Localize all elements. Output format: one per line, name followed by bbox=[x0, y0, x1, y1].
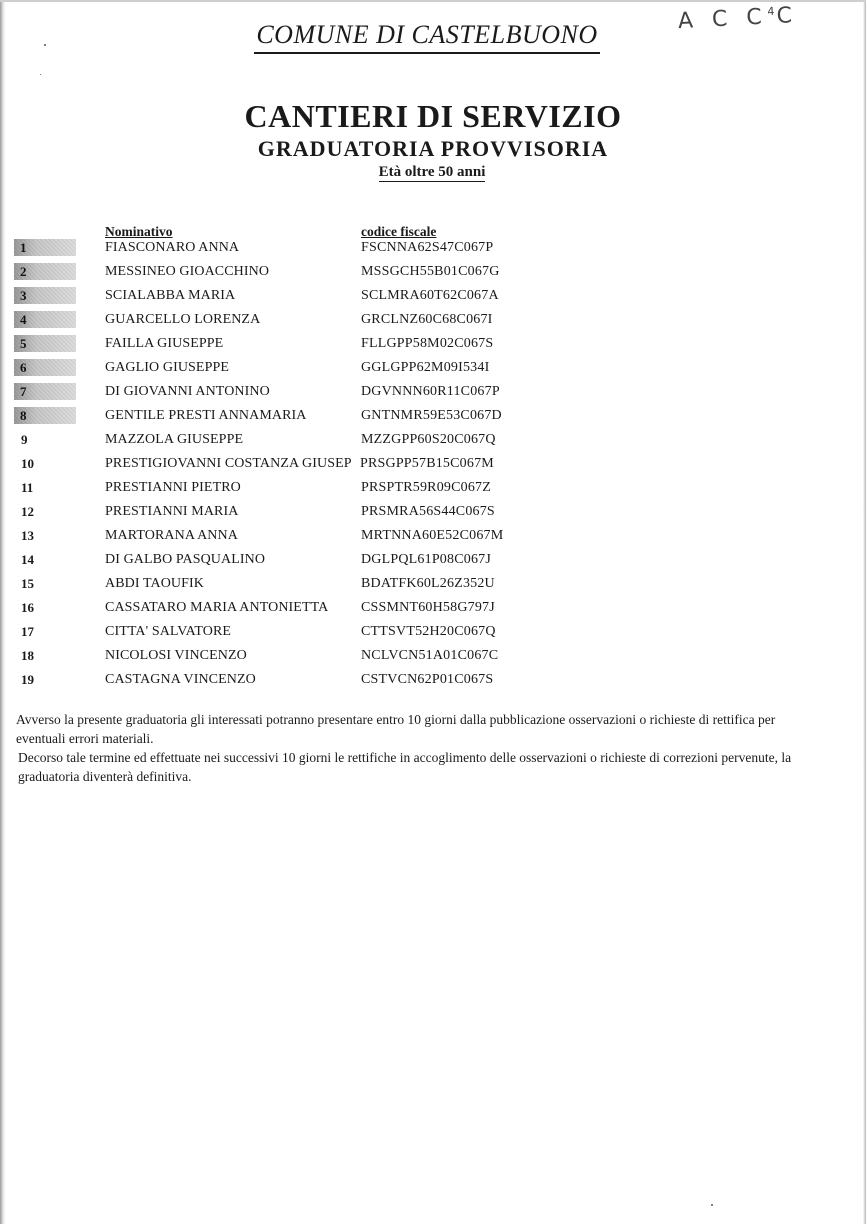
table-row bbox=[0, 524, 866, 548]
name-cell: CASTAGNA VINCENZO bbox=[105, 672, 256, 687]
rank-cell: 1 bbox=[14, 239, 76, 256]
codice-fiscale-cell: CSTVCN62P01C067S bbox=[361, 672, 494, 687]
handwritten-superscript: 4 bbox=[767, 4, 777, 19]
rank-cell: 9 bbox=[21, 432, 28, 447]
name-cell: CITTA' SALVATORE bbox=[105, 624, 232, 639]
rank-cell: 15 bbox=[21, 576, 34, 591]
rank-cell: 17 bbox=[21, 624, 34, 639]
table-row bbox=[0, 548, 866, 572]
name-cell: SCIALABBA MARIA bbox=[105, 288, 236, 303]
table-row bbox=[0, 500, 866, 524]
notes-section bbox=[16, 710, 816, 786]
table-row bbox=[0, 308, 866, 332]
codice-fiscale-cell: SCLMRA60T62C067A bbox=[361, 288, 499, 303]
rank-cell: 5 bbox=[14, 335, 76, 352]
codice-fiscale-cell: FSCNNA62S47C067P bbox=[361, 240, 494, 255]
table-row bbox=[0, 356, 866, 380]
rank-cell: 3 bbox=[14, 287, 76, 304]
rank-cell: 4 bbox=[14, 311, 76, 328]
table-row bbox=[0, 644, 866, 668]
table-row bbox=[0, 620, 866, 644]
name-cell: DI GALBO PASQUALINO bbox=[105, 552, 266, 567]
name-cell: GENTILE PRESTI ANNAMARIA bbox=[105, 408, 307, 423]
codice-fiscale-cell: PRSGPP57B15C067M bbox=[360, 452, 494, 476]
table-row bbox=[0, 596, 866, 620]
table-row bbox=[0, 332, 866, 356]
notes-paragraph-finalization: Decorso tale termine ed effettuate nei successivi 10 giorni le rettifiche in accoglimento delle osservazioni o richieste di correzioni pervenute, la graduatoria diventerà definitiva. bbox=[18, 750, 792, 784]
name-cell: FAILLA GIUSEPPE bbox=[105, 336, 224, 351]
column-header-name: Nominativo bbox=[105, 224, 173, 239]
rank-cell: 18 bbox=[21, 648, 34, 663]
rank-cell: 12 bbox=[21, 504, 34, 519]
column-header-codice-fiscale: codice fiscale bbox=[361, 224, 437, 239]
rank-cell: 13 bbox=[21, 528, 34, 543]
table-row bbox=[0, 260, 866, 284]
name-cell: ABDI TAOUFIK bbox=[105, 576, 204, 591]
rank-cell: 10 bbox=[21, 456, 34, 471]
table-row bbox=[0, 476, 866, 500]
rank-cell: 8 bbox=[14, 407, 76, 424]
name-cell: DI GIOVANNI ANTONINO bbox=[105, 384, 270, 399]
rank-cell: 11 bbox=[21, 480, 34, 495]
age-group-label: Età oltre 50 anni bbox=[378, 164, 486, 180]
rank-cell: 7 bbox=[14, 383, 76, 400]
table-row bbox=[0, 236, 866, 260]
document-subtitle: GRADUATORIA PROVVISORIA bbox=[257, 136, 609, 161]
name-cell: NICOLOSI VINCENZO bbox=[105, 648, 247, 663]
codice-fiscale-cell: DGLPQL61P08C067J bbox=[361, 552, 491, 567]
name-cell: FIASCONARO ANNA bbox=[105, 240, 240, 255]
codice-fiscale-cell: GNTNMR59E53C067D bbox=[361, 408, 502, 423]
table-row bbox=[0, 380, 866, 404]
codice-fiscale-cell: GGLGPP62M09I534I bbox=[361, 360, 490, 375]
scan-speck bbox=[711, 1204, 713, 1206]
document-title: CANTIERI DI SERVIZIO bbox=[244, 98, 622, 134]
codice-fiscale-cell: PRSMRA56S44C067S bbox=[361, 504, 495, 519]
codice-fiscale-cell: CSSMNT60H58G797J bbox=[361, 600, 495, 615]
table-row bbox=[0, 428, 866, 452]
name-cell: GAGLIO GIUSEPPE bbox=[105, 360, 229, 375]
codice-fiscale-cell: DGVNNN60R11C067P bbox=[361, 384, 500, 399]
name-cell: CASSATARO MARIA ANTONIETTA bbox=[105, 600, 329, 615]
codice-fiscale-cell: BDATFK60L26Z352U bbox=[361, 576, 495, 591]
rank-cell: 19 bbox=[21, 672, 34, 687]
rank-cell: 16 bbox=[21, 600, 34, 615]
name-cell: MARTORANA ANNA bbox=[105, 528, 238, 543]
name-cell: GUARCELLO LORENZA bbox=[105, 312, 261, 327]
name-cell: PRESTIANNI MARIA bbox=[105, 504, 239, 519]
codice-fiscale-cell: NCLVCN51A01C067C bbox=[361, 648, 499, 663]
rank-cell: 6 bbox=[14, 359, 76, 376]
rank-cell: 14 bbox=[21, 552, 34, 567]
name-cell: PRESTIANNI PIETRO bbox=[105, 480, 241, 495]
codice-fiscale-cell: PRSPTR59R09C067Z bbox=[361, 480, 492, 495]
codice-fiscale-cell: GRCLNZ60C68C067I bbox=[361, 312, 493, 327]
codice-fiscale-cell: MZZGPP60S20C067Q bbox=[361, 432, 496, 447]
age-group-heading bbox=[0, 164, 866, 181]
name-cell: PRESTIGIOVANNI COSTANZA GIUSEP bbox=[105, 456, 352, 471]
rank-cell: 2 bbox=[14, 263, 76, 280]
codice-fiscale-cell: CTTSVT52H20C067Q bbox=[361, 624, 496, 639]
table-row bbox=[0, 668, 866, 692]
table-row bbox=[0, 572, 866, 596]
codice-fiscale-cell: FLLGPP58M02C067S bbox=[361, 336, 494, 351]
name-cell: MESSINEO GIOACCHINO bbox=[105, 264, 270, 279]
table-row bbox=[0, 284, 866, 308]
scan-top-edge bbox=[0, 0, 866, 2]
table-row bbox=[0, 452, 866, 476]
name-cell: MAZZOLA GIUSEPPE bbox=[105, 432, 244, 447]
scan-speck bbox=[40, 74, 41, 75]
handwritten-text: A C C bbox=[677, 4, 769, 35]
ranking-table bbox=[0, 236, 866, 692]
codice-fiscale-cell: MRTNNA60E52C067M bbox=[361, 528, 504, 543]
table-row bbox=[0, 404, 866, 428]
handwritten-tail: C bbox=[776, 2, 799, 29]
municipality-name: COMUNE DI CASTELBUONO bbox=[254, 20, 599, 54]
notes-paragraph-objections: Avverso la presente graduatoria gli interessati potranno presentare entro 10 giorni dalla pubblicazione osservazioni o richieste di rettifica per eventuali errori materiali. bbox=[16, 712, 776, 746]
codice-fiscale-cell: MSSGCH55B01C067G bbox=[361, 264, 500, 279]
